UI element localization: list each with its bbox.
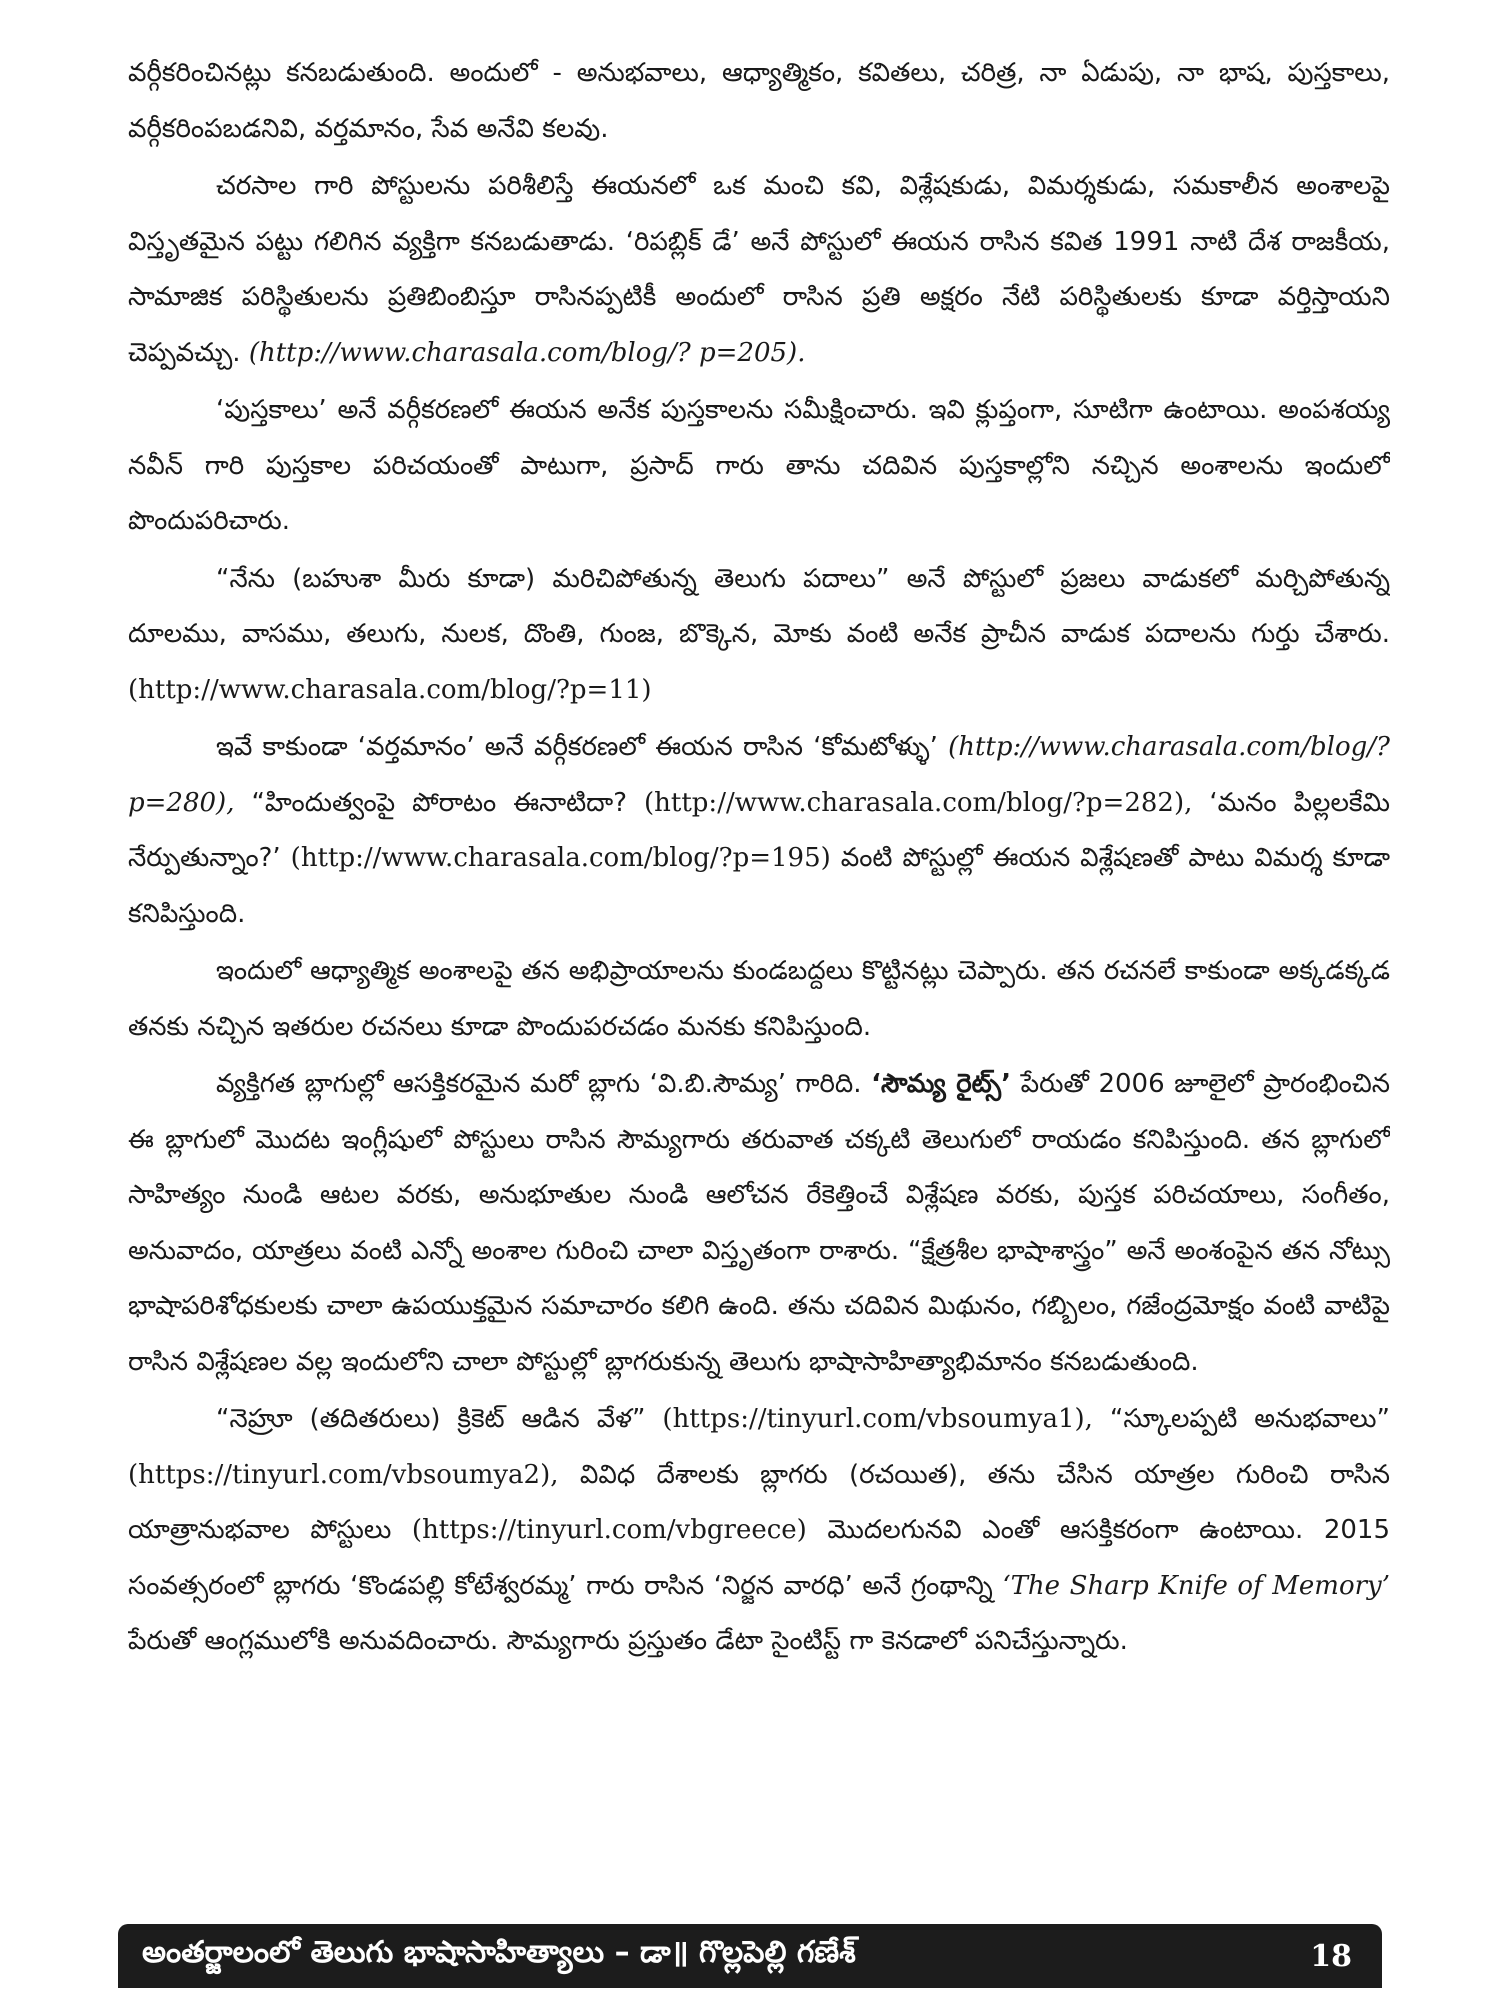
paragraph-7-text-b: పేరుతో 2006 జూలైలో ప్రారంభించిన ఈ బ్లాగులో మొదట ఇంగ్లీషులో పోస్టులు రాసిన సౌమ్యగారు తరువాత చక్కటి తెలుగులో రాయడం కనిపిస్తుంది. తన బ్లాగులో సాహిత్యం నుండి ఆటల వరకు, అనుభూతుల నుండి ఆలోచన రేకెత్తించే విశ్లేషణ వరకు, పుస్తక పరిచయాలు, సంగీతం, అనువాదం, యాత్రలు వంటి ఎన్నో అంశాల గురించి చాలా విస్తృతంగా రాశారు. “క్షేత్రశీల భాషాశాస్త్రం” అనే అంశంపైన తన నోట్సు భాషాపరిశోధకులకు చాలా ఉపయుక్తమైన సమాచారం కలిగి ఉంది. తను చదివిన మిథునం, గబ్బిలం, గజేంద్రమోక్షం వంటి వాటిపై రాసిన విశ్లేషణల వల్ల ఇందులోని చాలా పోస్టుల్లో బ్లాగరుకున్న తెలుగు భాషాసాహిత్యాభిమానం కనబడుతుంది. [128, 1069, 1390, 1377]
page-body [128, 46, 1390, 1866]
paragraph-3 [128, 383, 1390, 550]
paragraph-6-text: ఇందులో ఆధ్యాత్మిక అంశాలపై తన అభిప్రాయాలను కుండబద్దలు కొట్టినట్లు చెప్పారు. తన రచనలే కాకుండా అక్కడక్కడ తనకు నచ్చిన ఇతరుల రచనలు కూడా పొందుపరచడం మనకు కనిపిస్తుంది. [128, 956, 1390, 1042]
url-link: (http://www.charasala.com/blog/?p=195) [290, 843, 831, 873]
paragraph-5-text-d: వంటి పోస్టుల్లో ఈయన విశ్లేషణతో పాటు విమర్శ కూడా కనిపిస్తుంది. [128, 843, 1390, 929]
paragraph-2 [128, 159, 1390, 381]
paragraph-8-text-c: వివిధ దేశాలకు బ్లాగరు (రచయిత), తను చేసిన యాత్రల గురించి రాసిన యాత్రానుభవాల పోస్టులు [128, 1459, 1390, 1545]
paragraph-3-text: ‘పుస్తకాలు’ అనే వర్గీకరణలో ఈయన అనేక పుస్తకాలను సమీక్షించారు. ఇవి క్లుప్తంగా, సూటిగా ఉంటాయి. అంపశయ్య నవీన్ గారి పుస్తకాల పరిచయంతో పాటుగా, ప్రసాద్ గారు తాను చదివిన పుస్తకాల్లోని నచ్చిన అంశాలను ఇందులో పొందుపరిచారు. [128, 395, 1390, 536]
url-link: (https://tinyurl.com/vbgreece) [411, 1515, 807, 1545]
url-link: (https://tinyurl.com/vbsoumya2), [128, 1459, 559, 1490]
page-footer [118, 1924, 1382, 1988]
paragraph-4-text: “నేను (బహుశా మీరు కూడా) మరిచిపోతున్న తెలుగు పదాలు” అనే పోస్టులో ప్రజలు వాడుకలో మర్చిపోతున్న దూలము, వాసము, తలుగు, నులక, దొంతి, గుంజ, బొక్కెన, మోకు వంటి అనేక ప్రాచీన వాడుక పదాలను గుర్తు చేశారు. [128, 563, 1390, 649]
url-link: (http://www.charasala.com/blog/?p=11) [128, 674, 652, 705]
paragraph-5-text-b: “హిందుత్వంపై పోరాటం ఈనాటిదా? [234, 787, 644, 818]
url-link: (https://tinyurl.com/vbsoumya1), [662, 1404, 1093, 1434]
paragraph-6 [128, 944, 1390, 1055]
url-link: (http://www.charasala.com/blog/?p=280), [128, 732, 1390, 818]
paragraph-1-text: వర్గీకరించినట్లు కనబడుతుంది. అందులో - అనుభవాలు, ఆధ్యాత్మికం, కవితలు, చరిత్ర, నా ఏడుపు, నా భాష, పుస్తకాలు, వర్గీకరింపబడనివి, వర్తమానం, సేవ అనేవి కలవు. [128, 58, 1390, 144]
page-number: 18 [1310, 1938, 1352, 1974]
paragraph-8-text-b: “స్కూలప్పటి అనుభవాలు” [1092, 1404, 1390, 1434]
blog-name-bold: ‘సౌమ్య రైట్స్’ [871, 1069, 1011, 1099]
paragraph-8 [128, 1392, 1390, 1670]
paragraph-5-text-a: ఇవే కాకుండా ‘వర్తమానం’ అనే వర్గీకరణలో ఈయన రాసిన ‘కోమటోళ్ళు’ [216, 732, 949, 762]
paragraph-4 [128, 552, 1390, 719]
url-link: (http://www.charasala.com/blog/?p=282), [644, 787, 1193, 818]
book-title-italic: ‘The Sharp Knife of Memory’ [1002, 1570, 1390, 1601]
footer-title: అంతర్జాలంలో తెలుగు భాషాసాహిత్యాలు – డా॥ గొల్లపెల్లి గణేశ్ [142, 1935, 856, 1970]
url-link: (http://www.charasala.com/blog/? p=205). [248, 337, 806, 368]
paragraph-2-text: చరసాల గారి పోస్టులను పరిశీలిస్తే ఈయనలో ఒక మంచి కవి, విశ్లేషకుడు, విమర్శకుడు, సమకాలీన అంశాలపై విస్తృతమైన పట్టు గలిగిన వ్యక్తిగా కనబడుతాడు. ‘రిపబ్లిక్ డే’ అనే పోస్టులో ఈయన రాసిన కవిత 1991 నాటి దేశ రాజకీయ, సామాజిక పరిస్థితులను ప్రతిబింబిస్తూ రాసినప్పటికీ అందులో రాసిన ప్రతి అక్షరం నేటి పరిస్థితులకు కూడా వర్తిస్తాయని చెప్పవచ్చు. [128, 171, 1390, 368]
paragraph-8-text-e: పేరుతో ఆంగ్లములోకి అనువదించారు. సౌమ్యగారు ప్రస్తుతం డేటా సైంటిస్ట్ గా కెనడాలో పనిచేస్తున్నారు. [128, 1626, 1128, 1656]
paragraph-5-text-c: ‘మనం పిల్లలకేమి నేర్పుతున్నాం?’ [128, 787, 1390, 873]
paragraph-1 [128, 46, 1390, 157]
paragraph-8-text-a: “నెహ్రూ (తదితరులు) క్రికెట్ ఆడిన వేళ” [216, 1404, 663, 1434]
paragraph-7 [128, 1057, 1390, 1390]
paragraph-7-text-a: వ్యక్తిగత బ్లాగుల్లో ఆసక్తికరమైన మరో బ్లాగు ‘వి.బి.సౌమ్య’ గారిది. [216, 1069, 872, 1099]
paragraph-8-text-d: మొదలగునవి ఎంతో ఆసక్తికరంగా ఉంటాయి. 2015 సంవత్సరంలో బ్లాగరు ‘కొండపల్లి కోటేశ్వరమ్మ’ గారు రాసిన ‘నిర్జన వారధి’ అనే గ్రంథాన్ని [128, 1515, 1390, 1601]
paragraph-5 [128, 720, 1390, 942]
